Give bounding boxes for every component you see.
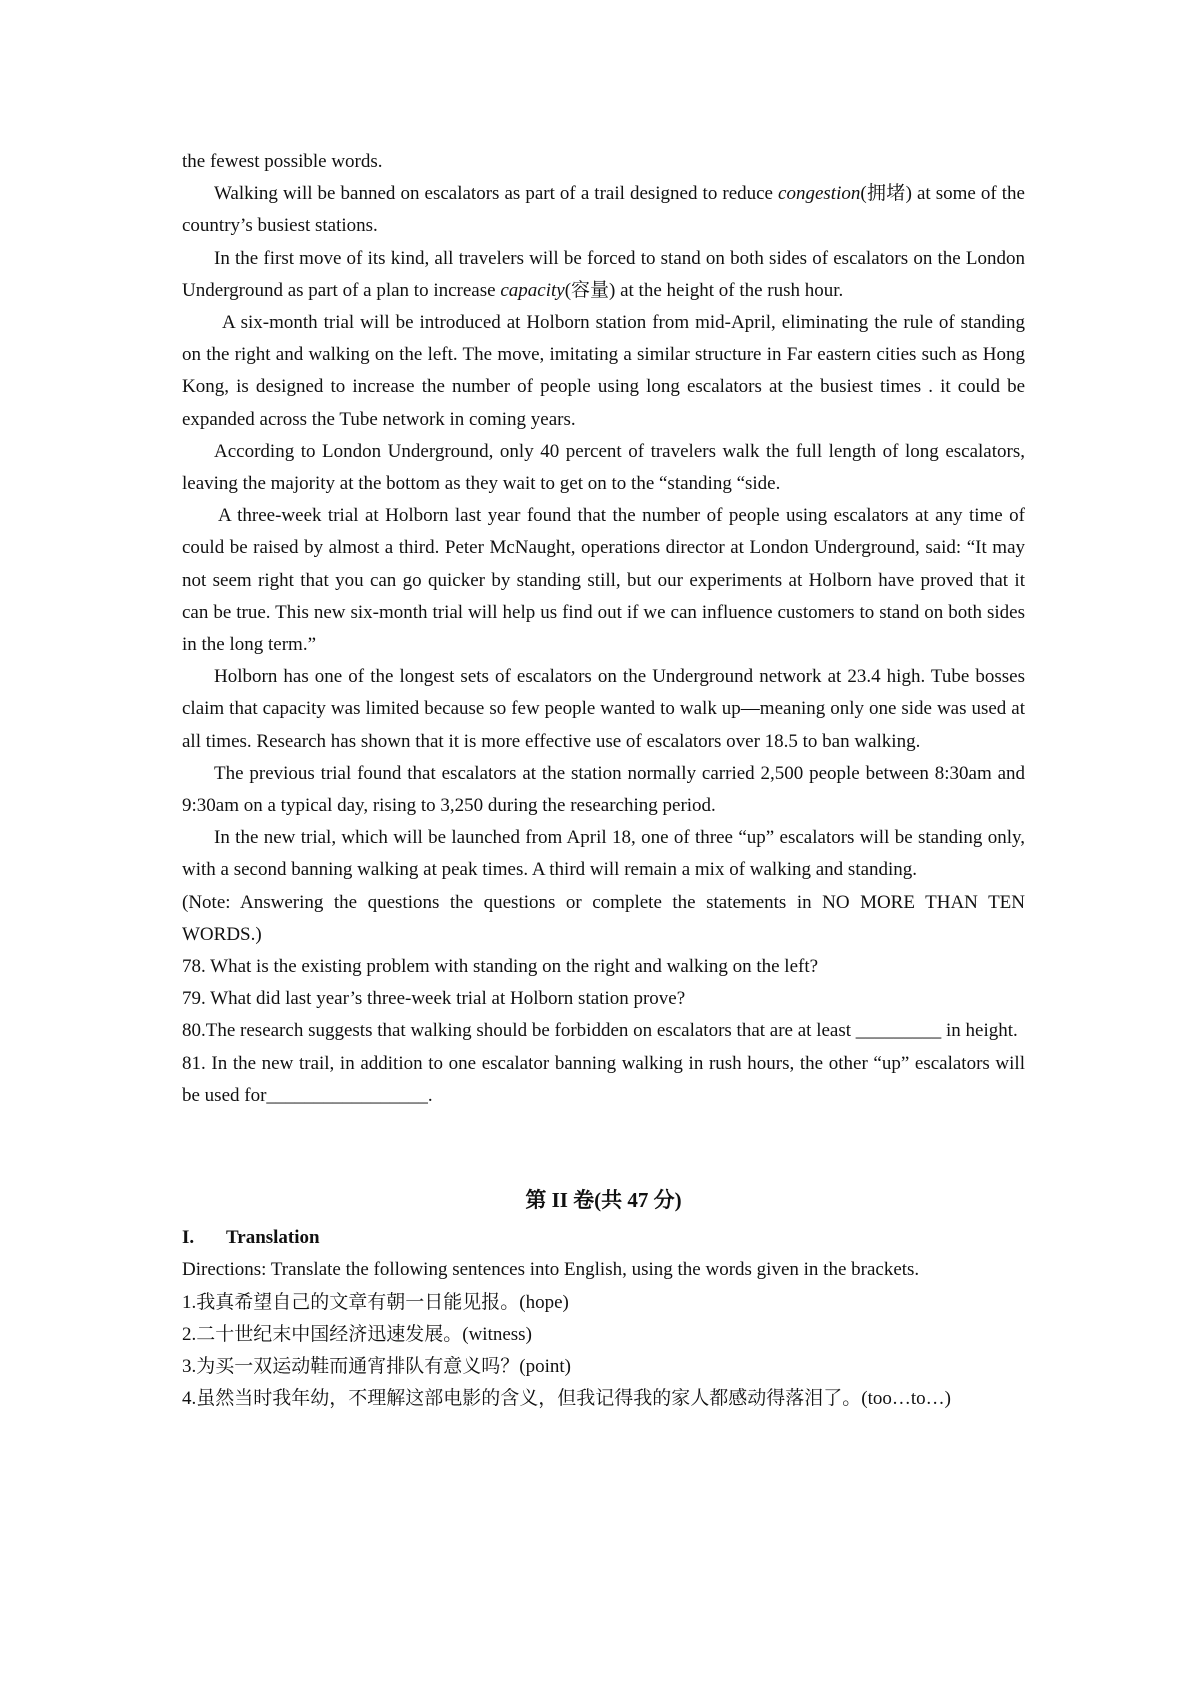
question-79: 79. What did last year’s three-week trial at Holborn station prove? [182,988,686,1010]
glossed-term: congestion [778,183,861,205]
translation-heading [182,1222,1025,1254]
translation-item-4: 4.虽然当时我年幼，不理解这部电影的含义，但我记得我的家人都感动得落泪了。(too…to…) [182,1388,951,1410]
translation-directions: Directions: Translate the following sentences into English, using the words given in the brackets. [182,1259,920,1281]
text-span: In the first move of its kind, all travelers will be forced to stand on both sides of escalators on the London Underground as part of a plan to increase [182,247,1025,301]
text-span: (容量) at the height of the rush hour. [564,279,844,301]
translation-item-2: 2.二十世纪末中国经济迅速发展。(witness) [182,1323,532,1345]
reading-paragraph-0: the fewest possible words. [182,151,383,172]
translation-item-1: 1.我真希望自己的文章有朝一日能见报。(hope) [182,1291,569,1313]
text-span: Walking will be banned on escalators as part of a trail designed to reduce [214,183,779,205]
reading-paragraph-5: A three-week trial at Holborn last year found that the number of people using escalators at any time of could be raised by almost a third. Peter McNaught, operations director at London Underground, said: “It may not seem right that you can go quicker by standing still, but our experiments at Holborn have proved that it can be true. This new six-month trial will help us find out if we can influence customers to stand on both sides in the long term.” [182,505,1025,656]
question-80: 80.The research suggests that walking should be forbidden on escalators that are at least _________ in height. [182,1020,1018,1042]
question-81: 81. In the new trail, in addition to one escalator banning walking in rush hours, the other “up” escalators will be used for_________________. [182,1052,1025,1106]
document-page [182,146,1025,1415]
reading-paragraph-2 [182,243,1025,307]
reading-paragraph-4: According to London Underground, only 40 percent of travelers walk the full length of long escalators, leaving the majority at the bottom as they wait to get on to the “standing “side. [182,440,1025,495]
reading-paragraph-6: Holborn has one of the longest sets of escalators on the Underground network at 23.4 high. Tube bosses claim that capacity was limited because so few people wanted to walk up—meaning only one side was used at all times. Research has shown that it is more effective use of escalators over 18.5 to ban walking. [182,666,1025,752]
glossed-term: capacity [500,279,565,301]
text-span: (拥堵) at some of the country’s busiest stations. [182,183,1025,237]
answer-note: (Note: Answering the questions the questions or complete the statements in NO MORE THAN TEN WORDS.) [182,891,1025,945]
section-number: I. [182,1227,195,1249]
reading-paragraph-3: A six-month trial will be introduced at Holborn station from mid-April, eliminating the rule of standing on the right and walking on the left. The move, imitating a similar structure in Far eastern cities such as Hong Kong, is designed to increase the number of people using long escalators at the busiest times . it could be expanded across the Tube network in coming years. [182,312,1025,430]
translation-item-3: 3.为买一双运动鞋而通宵排队有意义吗？(point) [182,1355,571,1377]
reading-paragraph-1 [182,178,1025,242]
part-two-title: 第 II 卷(共 47 分) [525,1188,682,1213]
question-78: 78. What is the existing problem with standing on the right and walking on the left? [182,956,819,978]
reading-paragraph-8: In the new trial, which will be launched from April 18, one of three “up” escalators will be standing only, with a second banning walking at peak times. A third will remain a mix of walking and standing. [182,827,1025,881]
reading-paragraph-7: The previous trial found that escalators at the station normally carried 2,500 people between 8:30am and 9:30am on a typical day, rising to 3,250 during the researching period. [182,762,1025,817]
section-title: Translation [226,1227,320,1249]
